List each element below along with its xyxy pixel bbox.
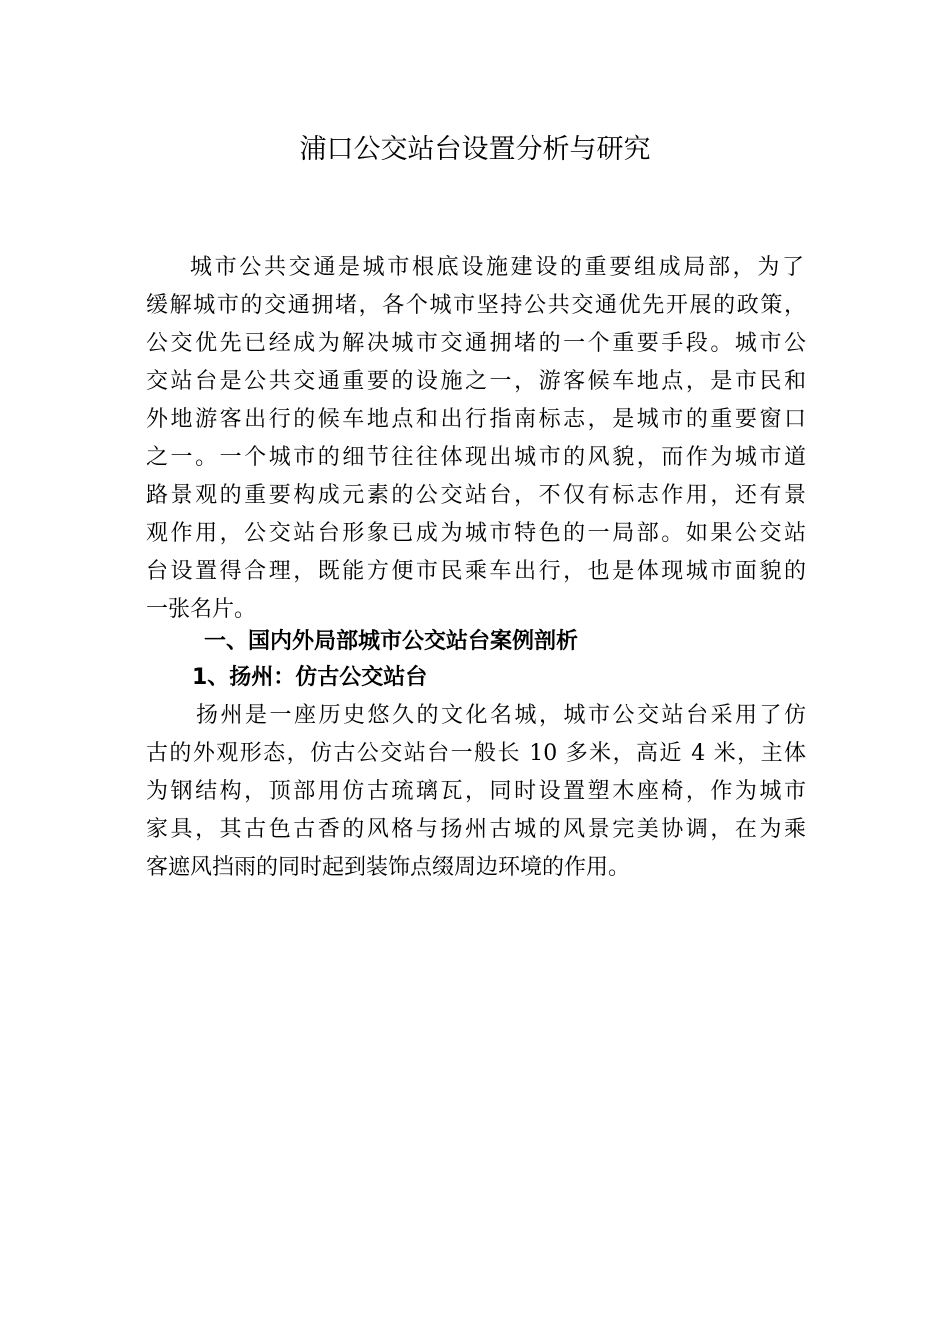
yangzhou-line-2: 古的外观形态，仿古公交站台一般长 10 多米，高近 4 米，主体 xyxy=(146,741,806,766)
section-heading: 一、国内外局部城市公交站台案例剖析 xyxy=(204,629,579,654)
subsection-heading: 1、扬州：仿古公交站台 xyxy=(192,665,428,690)
yangzhou-line-5: 客遮风挡雨的同时起到装饰点缀周边环境的作用。 xyxy=(146,855,631,880)
intro-line-7: 路景观的重要构成元素的公交站台，不仅有标志作用，还有景 xyxy=(146,483,806,508)
document-title: 浦口公交站台设置分析与研究 xyxy=(299,134,651,165)
intro-line-9: 台设置得合理，既能方便市民乘车出行，也是体现城市面貌的 xyxy=(146,559,806,584)
yangzhou-line-4: 家具，其古色古香的风格与扬州古城的风景完美协调，在为乘 xyxy=(146,817,806,842)
intro-line-1: 城市公共交通是城市根底设施建设的重要组成局部，为了 xyxy=(190,255,804,280)
intro-line-8: 观作用，公交站台形象已成为城市特色的一局部。如果公交站 xyxy=(146,521,806,546)
intro-line-4: 交站台是公共交通重要的设施之一，游客候车地点，是市民和 xyxy=(146,369,806,394)
yangzhou-line-1: 扬州是一座历史悠久的文化名城，城市公交站台采用了仿 xyxy=(196,703,806,728)
intro-line-2: 缓解城市的交通拥堵，各个城市坚持公共交通优先开展的政策， xyxy=(146,293,806,318)
yangzhou-line-3: 为钢结构，顶部用仿古琉璃瓦，同时设置塑木座椅，作为城市 xyxy=(146,779,806,804)
intro-line-5: 外地游客出行的候车地点和出行指南标志，是城市的重要窗口 xyxy=(146,407,806,432)
intro-line-6: 之一。一个城市的细节往往体现出城市的风貌，而作为城市道 xyxy=(146,445,806,470)
intro-line-10: 一张名片。 xyxy=(146,597,257,622)
intro-line-3: 公交优先已经成为解决城市交通拥堵的一个重要手段。城市公 xyxy=(146,331,806,356)
